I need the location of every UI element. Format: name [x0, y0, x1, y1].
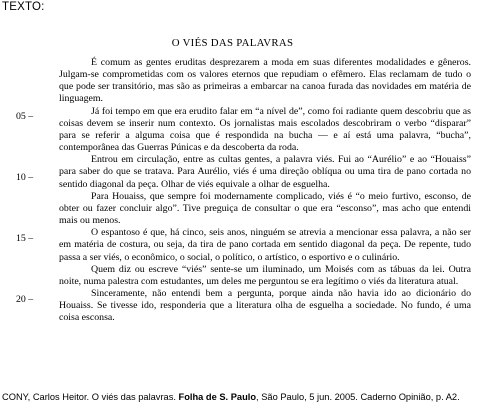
- paragraph-6: Quem diz ou escreve “viés” sente-se um iluminado, um Moisés com as tábuas da lei. Outra noite, numa palestra com estudantes, um deles me perguntou se era legítimo o viés da literatura atual.: [59, 263, 471, 287]
- section-label: TEXTO:: [2, 1, 45, 13]
- line-number-10: 10 –: [16, 172, 34, 183]
- paragraph-7: Sinceramente, não entendi bem a pergunta, porque ainda não havia ido ao dicionário do Houaiss. Se tivesse ido, responderia que a literatura olha de esguelha a sociedade. No fundo, é uma coisa esconsa.: [59, 287, 471, 324]
- line-number-20: 20 –: [16, 294, 34, 305]
- article-body: [59, 57, 471, 324]
- article-title: O VIÉS DAS PALAVRAS: [171, 37, 294, 49]
- line-number-05: 05 –: [16, 111, 34, 122]
- citation-author: CONY, Carlos Heitor. O viés das palavras.: [2, 392, 179, 402]
- paragraph-3: Entrou em circulação, entre as cultas gentes, a palavra viés. Fui ao “Aurélio” e ao “Houaiss” para saber do que se tratava. Para Aurélio, viés é uma direção oblíqua ou uma tira de pano cortada no sentido diagonal da peça. Olhar de viés equivale a olhar de esguelha.: [59, 154, 471, 190]
- line-number-15: 15 –: [16, 233, 34, 244]
- citation: [2, 392, 460, 402]
- citation-newspaper: Folha de S. Paulo: [178, 392, 257, 402]
- paragraph-2: Já foi tempo em que era erudito falar em “a nível de”, como foi radiante quem descobriu que as coisas devem se inserir num contexto. Os jornalistas mais escolados descobriram o verbo “disparar” para se referir a alguma coisa que é respondida na bucha — e aí está uma palavra, “bucha”, contemporânea das Guerras Púnicas e da descoberta da roda.: [59, 105, 471, 154]
- citation-details: , São Paulo, 5 jun. 2005. Caderno Opinião, p. A2.: [256, 392, 460, 402]
- paragraph-5: O espantoso é que, há cinco, seis anos, ninguém se atrevia a mencionar essa palavra, a não ser em matéria de costura, ou seja, da tira de pano cortada em sentido diagonal da peça. De repente, tudo passa a ser viés, o econômico, o social, o político, o artístico, o esportivo e o culinário.: [59, 227, 471, 263]
- paragraph-1: É comum as gentes eruditas desprezarem a moda em suas diferentes modalidades e gêneros. Julgam-se comprometidas com os valores eternos que repudiam o efêmero. Elas reclamam de tudo o que pode ser transitório, mas são as primeiras a embarcar na canoa furada das novidades em matéria de linguagem.: [59, 57, 471, 105]
- paragraph-4: Para Houaiss, que sempre foi modernamente complicado, viés é “o meio furtivo, esconso, de obter ou fazer concluir algo”. Tive preguiça de consultar o que era “esconso”, mas acho que entendi mais ou menos.: [59, 190, 471, 227]
